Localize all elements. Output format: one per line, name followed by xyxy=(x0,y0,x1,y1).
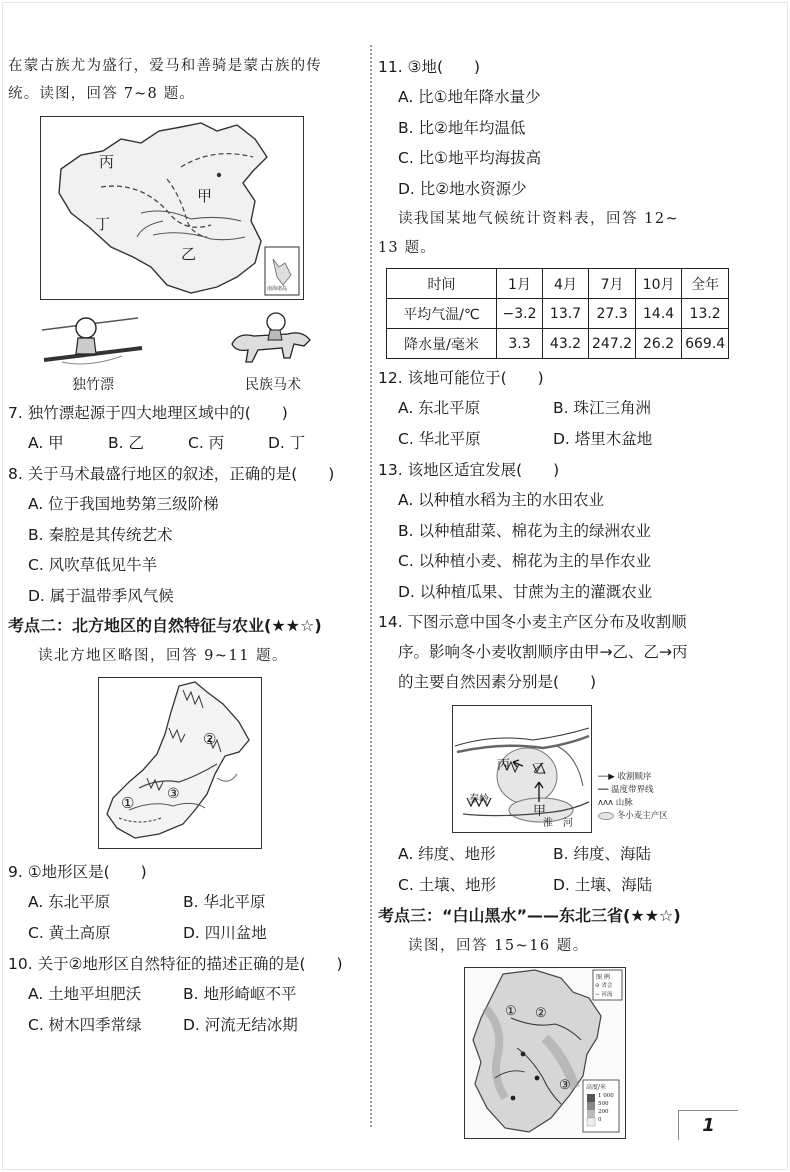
climate-table xyxy=(386,268,729,359)
legend-wheat-area-label: 冬小麦主产区 xyxy=(616,811,668,821)
q14-option-b[interactable]: B. 纬度、海陆 xyxy=(553,845,651,863)
read-instruction-9-11: 读北方地区略图，回答 9~11 题。 xyxy=(38,648,289,664)
caption-horse-riding: 民族马术 xyxy=(245,377,301,393)
question-14-line2: 序。影响冬小麦收割顺序由甲→乙、乙→丙 xyxy=(398,643,688,661)
question-13-stem: 13. 该地区适宜发展( ) xyxy=(378,461,560,479)
map1-label-jia: 甲 xyxy=(197,187,213,205)
map3-label-yi: 乙 xyxy=(533,762,547,777)
q7-option-a[interactable]: A. 甲 xyxy=(28,434,64,452)
map3-label-bing: 丙 xyxy=(497,758,511,773)
q8-option-c[interactable]: C. 风吹草低见牛羊 xyxy=(28,556,158,574)
question-10-stem: 10. 关于②地形区自然特征的描述正确的是( ) xyxy=(8,955,343,973)
q10-option-d[interactable]: D. 河流无结冰期 xyxy=(183,1016,298,1034)
question-10-options-row2 xyxy=(8,1010,360,1041)
question-7-options xyxy=(8,428,360,459)
th-time: 时间 xyxy=(387,269,497,299)
q11-option-c[interactable]: C. 比①地平均海拔高 xyxy=(398,149,542,167)
horse-riding-figure xyxy=(218,310,328,394)
question-8-stem: 8. 关于马术最盛行地区的叙述，正确的是( ) xyxy=(8,465,335,483)
bamboo-rafting-illustration xyxy=(38,310,148,370)
temp-oct: 14.4 xyxy=(636,299,682,329)
question-14-line3: 的主要自然因素分别是( ) xyxy=(398,673,597,691)
map1-label-bing: 丙 xyxy=(99,153,115,171)
winter-wheat-legend xyxy=(598,771,668,823)
q10-option-c[interactable]: C. 树木四季常绿 xyxy=(28,1016,142,1034)
q14-option-c[interactable]: C. 土壤、地形 xyxy=(398,876,497,894)
q10-option-b[interactable]: B. 地形崎岖不平 xyxy=(183,985,297,1003)
q8-option-a[interactable]: A. 位于我国地势第三级阶梯 xyxy=(28,495,219,513)
read-instruction-15-16: 读图，回答 15~16 题。 xyxy=(408,938,589,954)
question-9-options-row2 xyxy=(8,918,360,949)
q14-option-d[interactable]: D. 土壤、海陆 xyxy=(553,876,653,894)
q10-option-a[interactable]: A. 土地平坦肥沃 xyxy=(28,985,142,1003)
area-icon xyxy=(598,812,614,820)
legend-mountain-label: 山脉 xyxy=(615,798,633,808)
th-jan: 1月 xyxy=(497,269,543,299)
q13-option-b[interactable]: B. 以种植甜菜、棉花为主的绿洲农业 xyxy=(398,521,651,540)
question-14-line1: 14. 下图示意中国冬小麦主产区分布及收割顺 xyxy=(378,613,687,631)
th-year: 全年 xyxy=(682,269,729,299)
horse-riding-illustration xyxy=(218,310,328,370)
question-9-options-row1 xyxy=(8,887,360,918)
intro-line-2: 统。读图，回答 7~8 题。 xyxy=(8,86,196,102)
precip-year: 669.4 xyxy=(682,329,729,359)
q9-option-d[interactable]: D. 四川盆地 xyxy=(183,924,267,942)
q13-option-d[interactable]: D. 以种植瓜果、甘蔗为主的灌溉农业 xyxy=(398,582,653,601)
northeast-china-map xyxy=(464,967,626,1139)
climate-table-header xyxy=(387,269,729,299)
mountain-icon: ʌʌʌ xyxy=(598,798,614,808)
north-china-map xyxy=(98,677,262,849)
legend-temp-zone xyxy=(598,784,668,797)
th-apr: 4月 xyxy=(543,269,589,299)
legend-wheat-area xyxy=(598,810,668,823)
legend-harvest-order-label: 收割顺序 xyxy=(617,772,652,782)
map3-label-huaihe: 淮 河 xyxy=(543,818,573,829)
section-heading-kd3: 考点三：“白山黑水”——东北三省(★★☆) xyxy=(378,906,681,925)
map2-label-1: ① xyxy=(121,794,135,812)
legend-mountain xyxy=(598,797,668,810)
q12-option-b[interactable]: B. 珠江三角洲 xyxy=(553,399,651,417)
question-11-stem: 11. ③地( ) xyxy=(378,58,481,76)
map3-label-jia: 甲 xyxy=(533,804,547,819)
map4-legend-river: ∼ 河流 xyxy=(595,992,613,998)
map4-elev-title: 高度/米 xyxy=(586,1084,607,1091)
map1-label-ding: 丁 xyxy=(95,215,111,233)
map4-elev-0: 0 xyxy=(598,1117,602,1123)
china-regions-map xyxy=(40,116,304,300)
temp-line-icon: ━━ xyxy=(598,785,609,795)
read-instruction-12-13-line2: 13 题。 xyxy=(378,240,437,256)
question-14-options-row1 xyxy=(378,839,780,870)
question-10-options-row1 xyxy=(8,979,360,1010)
temp-jul: 27.3 xyxy=(589,299,636,329)
q8-option-d[interactable]: D. 属于温带季风气候 xyxy=(28,586,174,605)
climate-table-temp-row xyxy=(387,299,729,329)
q13-option-a[interactable]: A. 以种植水稻为主的水田农业 xyxy=(398,491,605,509)
q7-option-b[interactable]: B. 乙 xyxy=(108,434,144,452)
map4-legend-title: 图 例 xyxy=(596,974,610,981)
row-label-temp: 平均气温/℃ xyxy=(387,299,497,329)
q11-option-d[interactable]: D. 比②地水资源少 xyxy=(398,179,527,198)
map4-legend-capital: ⊙ 省会 xyxy=(595,983,613,989)
question-12-stem: 12. 该地可能位于( ) xyxy=(378,369,544,387)
climate-table-precip-row xyxy=(387,329,729,359)
precip-jan: 3.3 xyxy=(497,329,543,359)
arrow-right-icon: ──▶ xyxy=(598,772,615,782)
winter-wheat-map xyxy=(452,705,592,833)
illustrations-row xyxy=(38,310,328,394)
q11-option-a[interactable]: A. 比①地年降水量少 xyxy=(398,88,541,106)
legend-temp-zone-label: 温度带界线 xyxy=(610,785,654,795)
th-oct: 10月 xyxy=(636,269,682,299)
legend-harvest-order xyxy=(598,771,668,784)
map4-label-1: ① xyxy=(505,1004,517,1019)
question-14-options-row2 xyxy=(378,870,780,901)
page-number: 1 xyxy=(678,1110,738,1140)
q12-option-a[interactable]: A. 东北平原 xyxy=(398,399,481,417)
map3-label-qinling: 秦岭 xyxy=(469,794,489,805)
map4-elev-200: 200 xyxy=(598,1109,609,1115)
question-12-options-row2 xyxy=(378,424,780,455)
temp-year: 13.2 xyxy=(682,299,729,329)
map1-inset-label: 南海诸岛 xyxy=(267,286,288,292)
q12-option-c[interactable]: C. 华北平原 xyxy=(398,430,481,448)
q8-option-b[interactable]: B. 秦腔是其传统艺术 xyxy=(28,525,173,544)
map2-label-3: ③ xyxy=(167,786,180,802)
map4-elev-1000: 1 000 xyxy=(598,1093,614,1099)
row-label-precip: 降水量/毫米 xyxy=(387,329,497,359)
temp-apr: 13.7 xyxy=(543,299,589,329)
q9-option-a[interactable]: A. 东北平原 xyxy=(28,893,111,911)
q13-option-c[interactable]: C. 以种植小麦、棉花为主的旱作农业 xyxy=(398,552,652,570)
bamboo-rafting-figure xyxy=(38,310,148,394)
column-divider xyxy=(370,45,372,1127)
q7-option-d[interactable]: D. 丁 xyxy=(268,434,306,452)
th-jul: 7月 xyxy=(589,269,636,299)
left-column xyxy=(8,52,360,1041)
read-instruction-12-13-line1: 读我国某地气候统计资料表，回答 12~ xyxy=(398,211,680,227)
precip-apr: 43.2 xyxy=(543,329,589,359)
map4-label-3: ③ xyxy=(559,1078,571,1093)
map4-label-2: ② xyxy=(535,1006,547,1021)
question-7-stem: 7. 独竹漂起源于四大地理区域中的( ) xyxy=(8,404,288,422)
q9-option-c[interactable]: C. 黄土高原 xyxy=(28,924,111,942)
question-12-options-row1 xyxy=(378,393,780,424)
precip-jul: 247.2 xyxy=(589,329,636,359)
q12-option-d[interactable]: D. 塔里木盆地 xyxy=(553,430,653,448)
china-outline-svg xyxy=(41,117,302,298)
north-china-svg xyxy=(99,678,260,847)
section-heading-kd2: 考点二：北方地区的自然特征与农业(★★☆) xyxy=(8,616,322,635)
winter-wheat-figure xyxy=(448,705,768,835)
intro-line-1: 在蒙古族尤为盛行，爱马和善骑是蒙古族的传 xyxy=(8,58,322,74)
temp-jan: −3.2 xyxy=(497,299,543,329)
winter-wheat-svg xyxy=(453,706,590,831)
caption-bamboo-rafting: 独竹漂 xyxy=(72,377,114,393)
map1-label-yi: 乙 xyxy=(181,245,197,263)
q11-option-b[interactable]: B. 比②地年均温低 xyxy=(398,118,526,137)
q7-option-c[interactable]: C. 丙 xyxy=(188,434,225,452)
map4-elev-500: 500 xyxy=(598,1101,609,1107)
right-column xyxy=(378,52,780,1139)
map2-label-2: ② xyxy=(203,730,217,748)
precip-oct: 26.2 xyxy=(636,329,682,359)
q9-option-b[interactable]: B. 华北平原 xyxy=(183,893,266,911)
question-9-stem: 9. ①地形区是( ) xyxy=(8,863,147,881)
q14-option-a[interactable]: A. 纬度、地形 xyxy=(398,845,496,863)
